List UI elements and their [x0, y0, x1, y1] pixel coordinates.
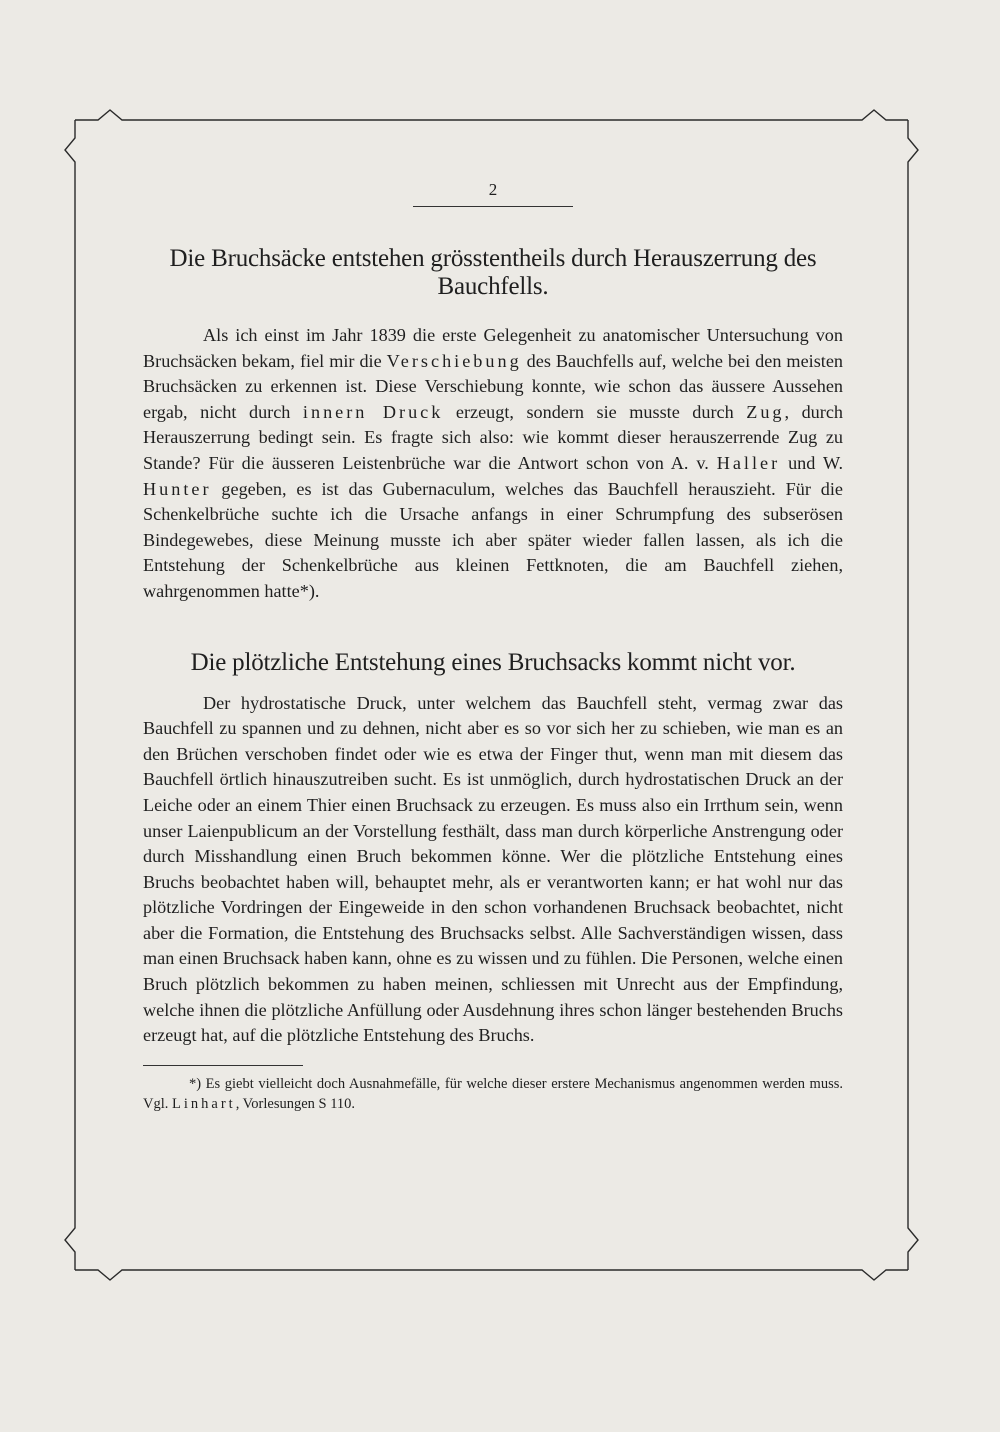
page-content [143, 180, 843, 1114]
header-rule [413, 206, 573, 207]
text-run: , Vorlesungen S 110. [235, 1095, 356, 1112]
spaced-emphasis: innern Druck [302, 401, 444, 422]
text-run: , durch Herauszerrung bedingt sein. Es fragte sich also: wie kommt dieser herauszerrende Zug zu Stande? Für die äusseren Leistenbrüche war die Antwort schon von A. v. [143, 401, 843, 473]
footnote-rule [143, 1065, 303, 1066]
page-number: 2 [488, 180, 498, 199]
text-run: erzeugt, sondern sie musste durch [443, 401, 747, 422]
spaced-emphasis: Haller [716, 452, 781, 473]
section-heading-1: Die Bruchsäcke entstehen grösstentheils durch Herauszerrung des Bauchfells. [169, 245, 817, 300]
text-run: *) Es giebt vielleicht doch Ausnahmefälle, für welche dieser erstere Mechanismus angenommen werden muss. Vgl. [143, 1075, 843, 1112]
paragraph-2: Der hydrostatische Druck, unter welchem das Bauchfell steht, vermag zwar das Bauchfell zu spannen und zu dehnen, nicht aber es so vor sich her zu schieben, wie man es an den Brüchen verschoben findet oder wie es etwa der Finger thut, wenn man mit diesem das Bauchfell örtlich hinauszutreiben sucht. Es ist unmöglich, durch hydrostatischen Druck an der Leiche oder an einem Thier einen Bruchsack zu erzeugen. Es muss also ein Irrthum sein, wenn unser Laienpublicum an der Vorstellung festhält, dass man durch körperliche Anstrengung oder durch Misshandlung einen Bruch bekommen könne. Wer die plötzliche Entstehung eines Bruchs beobachtet haben will, behauptet mehr, als er verantworten kann; er hat wohl nur das plötzliche Vordringen der Eingeweide in den schon vorhandenen Bruchsack beobachtet, nicht aber die Formation, die Entstehung des Bruchsacks selbst. Alle Sachverständigen wissen, dass man einen Bruchsack haben kann, ohne es zu wissen und zu fühlen. Die Personen, welche einen Bruch plötzlich bekommen zu haben meinen, schliessen mit Unrecht aus der Empfindung, welche ihnen die plötzliche Anfüllung oder Ausdehnung ihres schon länger bestehenden Bruchs erzeugt hat, auf die plötzliche Entstehung des Bruchs. [143, 692, 843, 1046]
section-heading-2: Die plötzliche Entstehung eines Bruchsacks kommt nicht vor. [190, 648, 796, 676]
paragraph-1 [143, 323, 843, 605]
spaced-emphasis: Hunter [143, 478, 212, 499]
text-run: gegeben, es ist das Gubernaculum, welches das Bauchfell herauszieht. Für die Schenkelbrüche suchte ich die Ursache anfangs in einer Schrumpfung des subserösen Bindegewebes, diese Meinung musste ich aber später wieder fallen lassen, als ich die Entstehung der Schenkelbrüche aus kleinen Fettknoten, die am Bauchfell ziehen, wahrgenommen hatte*). [143, 478, 843, 601]
spaced-emphasis: Verschiebung [386, 350, 522, 371]
spaced-emphasis: Linhart [172, 1095, 236, 1112]
footnote [143, 1074, 843, 1114]
spaced-emphasis: Zug [746, 401, 785, 422]
text-run: und W. [780, 452, 843, 473]
text-run: des Bauchfells auf, welche bei den meisten Bruchsäcken zu erkennen ist. Diese Verschiebung konnte, wie schon das äussere Aussehen ergab, nicht durch [143, 350, 844, 422]
text-run: Als ich einst im Jahr 1839 die erste Gelegenheit zu anatomischer Untersuchung von Bruchsäcken bekam, fiel mir die [143, 325, 843, 371]
